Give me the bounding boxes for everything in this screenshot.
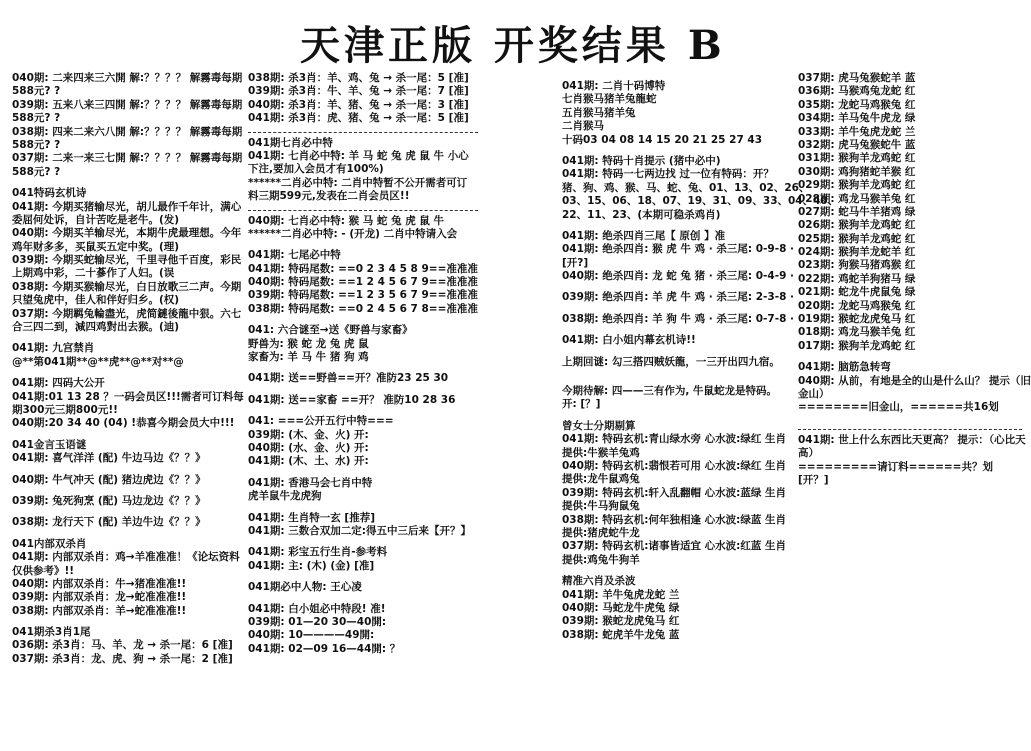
text-line: 下注,要加入会员才有100%) <box>248 163 384 176</box>
text-line: 041期杀3肖1尾 <box>12 626 91 639</box>
text-line: 038期: 绝杀四肖: 羊 狗 牛 鸡 · 杀三尾: 0-7-8 · <box>562 312 795 325</box>
text-line: 040期: 10————49開: <box>248 629 375 642</box>
spacer <box>562 147 786 155</box>
spacer <box>562 412 786 420</box>
spacer <box>562 377 786 385</box>
text-line: 041期: 彩宝五行生肖-参考料 <box>248 546 388 559</box>
text-line: 018期: 鸡龙马猴羊兔 红 <box>798 326 916 339</box>
text-line: 040期: 二来四来三六開 解:？？？？ 解霧毒每期 <box>12 72 243 84</box>
text-line: 提供:牛马狗鼠兔 <box>562 500 640 513</box>
spacer <box>562 567 786 575</box>
text-line: 041期: 九宫禁肖 <box>12 342 95 355</box>
text-line: 041期: 七肖必中特: 羊 马 蛇 兔 虎 鼠 牛 小心 <box>248 149 469 162</box>
text-line: 041期: 羊牛兔虎龙蛇 兰 <box>562 588 680 601</box>
text-line: 上期鸡中彩，二十蔘作了人妇。(误 <box>12 267 175 280</box>
text-line: 037期: 虎马兔猴蛇羊 蓝 <box>798 72 916 84</box>
text-line: 041期必中人物: 王心凌 <box>248 581 362 594</box>
text-line: 041: ===公开五行中特=== <box>248 415 394 428</box>
text-line: 040期: 特码玄机:翡恨若可用 心水波:绿红 生肖 <box>562 459 786 472</box>
text-line: 040期: 马蛇龙牛虎兔 绿 <box>562 601 680 614</box>
text-line: 040期: 绝杀四肖: 龙 蛇 兔 猪 · 杀三尾: 0-4-9 · <box>562 270 795 283</box>
text-line: ========旧金山，======共16划 <box>798 401 999 414</box>
text-line: 041期: 特码尾数: ==0 2 3 4 5 8 9==准准准 <box>248 262 478 275</box>
spacer <box>12 530 244 538</box>
text-line: 039期: 特码玄机:轩入乱翻帽 心水波:蓝绿 生肖 <box>562 486 786 499</box>
text-line: =========请订料======共？划 <box>798 460 993 473</box>
text-line: 037期: 今期羁兔輪盡光，虎简鏈後龍中狠。六七 <box>12 307 242 320</box>
spacer <box>248 595 478 603</box>
text-line: 588元? ? <box>12 112 61 125</box>
text-line: 委屈何处诉，自计苦吃是老牛。(发) <box>12 213 180 226</box>
spacer <box>798 353 1022 361</box>
text-line: 037期: 二来一来三七開 解:？？？？ 解霧毒每期 <box>12 152 243 165</box>
spacer <box>562 222 786 230</box>
text-line: 028期: 鸡龙马猴羊兔 红 <box>798 192 916 205</box>
text-line: 虎羊鼠牛龙虎狗 <box>248 490 322 503</box>
text-line: [开？] <box>798 473 829 486</box>
text-line: 039期: 猴蛇龙虎兔马 红 <box>562 615 680 628</box>
text-line: 040期: (水、金、火) 开: <box>248 441 369 454</box>
divider <box>248 204 478 211</box>
text-line: 025期: 猴狗羊龙鸡蛇 红 <box>798 232 916 245</box>
text-line: 030期: 鸡狗猪蛇羊猴 红 <box>798 165 916 178</box>
text-line: 041期: 香港马会七肖中特 <box>248 476 373 489</box>
text-line: 038期: 四来二来六八開 解:？？？？ 解霧毒每期 <box>12 125 243 138</box>
text-line: 041期: 送==野兽==开？准防23 25 30 <box>248 372 449 385</box>
text-line: 041期: 今期买猪输尽光，胡儿最作千年计，满心 <box>12 200 242 213</box>
text-line: 033期: 羊牛兔虎龙蛇 兰 <box>798 125 916 138</box>
text-line: 曾女士分期剔算 <box>562 419 636 432</box>
text-line: 金山） <box>798 387 830 400</box>
text-line: 038期: 杀3肖：羊、鸡、兔 → 杀一尾：5 [准] <box>248 72 469 84</box>
text-line: 041期: 送==家畜 ==开？ 准防10 28 36 <box>248 393 456 406</box>
text-line: 041期: 三数合双加二定:得五中三后来【开？】 <box>248 524 471 537</box>
text-line: 038期: 特码玄机:何年独相逢 心水波:绿蓝 生肖 <box>562 513 786 526</box>
text-line: 040期: 七肖必中特: 猴 马 蛇 兔 虎 鼠 牛 <box>248 214 445 227</box>
text-line: 041期: 脑筋急转弯 <box>798 361 891 374</box>
text-line: 027期: 蛇马牛羊猪鸡 绿 <box>798 205 916 218</box>
text-line: 022期: 鸡蛇羊狗猪马 绿 <box>798 272 916 285</box>
text-line: [开?] <box>562 256 589 269</box>
text-line: 588元? ? <box>12 138 61 151</box>
text-line: 家畜为: 羊 马 牛 猪 狗 鸡 <box>248 351 369 364</box>
text-line: 041金言玉语谜 <box>12 438 87 451</box>
text-line: 588元? ? <box>12 85 61 98</box>
text-line: 026期: 猴狗羊龙鸡蛇 红 <box>798 219 916 232</box>
text-line: 021期: 蛇龙牛虎鼠兔 绿 <box>798 286 916 299</box>
text-line: 合三四二到，減四鸡對出去猴。(迪) <box>12 321 180 334</box>
text-line: 七肖猴马猪羊兔龍蛇 <box>562 93 657 106</box>
text-line: 041期: 生肖特一玄 [推荐] <box>248 511 376 524</box>
text-line: 猪、狗、鸡、猴、马、蛇、兔、01、13、02、26、 <box>562 181 810 194</box>
text-line: 041期: 喜气洋洋 (配) 牛边马边《？？》 <box>12 452 206 465</box>
text-line: 040期: 牛气冲天 (配) 猪边虎边《？？》 <box>12 473 206 486</box>
text-line: 22、11、23、(本期可稳杀鸡肖) <box>562 208 721 221</box>
text-line: 035期: 龙蛇马鸡猴兔 红 <box>798 98 916 111</box>
text-line: 588元? ? <box>12 165 61 178</box>
text-line: 038期: 特码尾数: ==0 2 4 5 6 7 8==准准准 <box>248 302 478 315</box>
text-line: 041期: 特码一七两边找 过一位有特码：开？ <box>562 168 774 181</box>
text-line: 020期: 龙蛇马鸡猴兔 红 <box>798 299 916 312</box>
column-4 <box>798 72 1031 487</box>
text-line: 039期: 今期买蛇输尽光，千里寻他千百度，彩民 <box>12 254 242 267</box>
text-line: 03、15、06、18、07、19、31、09、33、04、40、 <box>562 195 839 208</box>
text-line: ******二肖必中特: 二肖中特暂不公开需者可订 <box>248 176 468 189</box>
text-line: 041期: 特码玄机:青山绿水旁 心水波:绿红 生肖 <box>562 433 786 446</box>
text-line: 029期: 猴狗羊龙鸡蛇 红 <box>798 179 916 192</box>
text-line: 今期待解: 四——三有作为, 牛鼠蛇龙是特码。 <box>562 385 777 398</box>
text-line: 041期: 七尾必中特 <box>248 249 341 262</box>
text-line: 039期: 内部双杀肖：龙→蛇准准准!! <box>12 591 187 604</box>
spacer <box>248 469 478 477</box>
text-line: 期300元三期800元!! <box>12 403 118 416</box>
divider <box>798 423 1022 430</box>
spacer <box>12 179 244 187</box>
text-line: ******二肖必中特: - (开龙) 二肖中特请入会 <box>248 227 458 240</box>
text-line: 041期: 内部双杀肖：鸡→羊准准准！《论坛资料 <box>12 551 240 564</box>
text-line: 038期: 今期买猴输尽光，白日放歌三二声。今期 <box>12 280 242 293</box>
text-line: 041期: 四码大公开 <box>12 377 105 390</box>
spacer <box>248 386 478 394</box>
text-line: 041期: 02—09 16—44開: ？ <box>248 642 401 655</box>
spacer <box>562 369 786 377</box>
column-1 <box>12 72 244 666</box>
text-line: 提供:猪虎蛇牛龙 <box>562 526 640 539</box>
text-line: 041期: 白小姐必中特段! 准! <box>248 602 386 615</box>
spacer <box>12 431 244 439</box>
text-line: 041期七肖必中特 <box>248 136 333 149</box>
text-line: 041特码玄机诗 <box>12 187 87 200</box>
spacer <box>248 573 478 581</box>
text-line: 031期: 猴狗羊龙鸡蛇 红 <box>798 152 916 165</box>
text-line: 高） <box>798 447 819 460</box>
text-line: 精准六肖及杀波 <box>562 575 636 588</box>
spacer <box>248 504 478 512</box>
text-line: 二肖猴马 <box>562 120 604 133</box>
spacer <box>562 348 786 356</box>
spacer <box>12 369 244 377</box>
text-line: 041期: 世上什么东西比天更高？ 提示：（心比天 <box>798 433 1026 446</box>
text-line: 040期: 特码尾数: ==1 2 4 5 6 7 9==准准准 <box>248 276 478 289</box>
text-line: 036期: 马猴鸡兔龙蛇 红 <box>798 85 916 98</box>
text-line: 039期: 绝杀四肖: 羊 虎 牛 鸡 · 杀三尾: 2-3-8 · <box>562 291 795 304</box>
text-line: 十码03 04 08 14 15 20 21 25 27 43 <box>562 133 763 146</box>
text-line: 039期: (木、金、火) 开: <box>248 428 369 441</box>
text-line: 只望兔虎中，佳人和伴好归乡。(权) <box>12 294 180 307</box>
text-line: 提供:鸡兔牛狗羊 <box>562 553 640 566</box>
text-line: 041期: 绝杀四肖: 猴 虎 牛 鸡 · 杀三尾: 0-9-8 · <box>562 243 795 256</box>
column-2 <box>248 72 478 656</box>
text-line: 039期: 杀3肖：牛、羊、兔 → 杀一尾：7 [准] <box>248 85 469 98</box>
text-line: 037期: 杀3肖：龙、虎、狗 → 杀一尾：2 [准] <box>12 652 233 665</box>
text-line: 039期: 兔死狗烹 (配) 马边龙边《？？》 <box>12 494 206 507</box>
spacer <box>248 407 478 415</box>
text-line: 041期: 杀3肖：虎、猪、兔 → 杀一尾：5 [准] <box>248 112 469 125</box>
text-line: 032期: 虎马兔猴蛇牛 蓝 <box>798 138 916 151</box>
text-line: 提供:龙牛鼠鸡兔 <box>562 473 640 486</box>
text-line: 040期: 杀3肖：羊、猪、兔 → 杀一尾：3 [准] <box>248 98 469 111</box>
text-line: 038期: 龙行天下 (配) 羊边牛边《？？》 <box>12 516 206 529</box>
text-line: 料三期599元,发表在二肖会员区!! <box>248 190 410 203</box>
text-line: 仅供参考》!! <box>12 564 75 577</box>
text-line: 036期: 杀3肖：马、羊、龙 → 杀一尾：6 [准] <box>12 639 233 652</box>
spacer <box>12 466 244 474</box>
text-line: @**第041期**@**虎**@**对**@ <box>12 355 184 368</box>
text-line: 041期: 白小姐内幕玄机诗!! <box>562 334 696 347</box>
spacer <box>562 305 786 313</box>
text-line: 开: [？] <box>562 398 601 411</box>
text-line: 041期:01 13 28 ？一码会员区!!!需者可订料每 <box>12 390 244 403</box>
text-line: 040期: 从前，有地是全的山是什么山？ 提示（旧 <box>798 374 1031 387</box>
text-line: 提供:牛猴羊兔鸡 <box>562 446 640 459</box>
text-line: 024期: 猴狗羊龙蛇羊 红 <box>798 246 916 259</box>
text-line: 038期: 内部双杀肖：羊→蛇准准准!! <box>12 604 187 617</box>
text-line: 019期: 猴蛇龙虎兔马 红 <box>798 313 916 326</box>
text-line: 鸡年财多多，买鼠买五定中奖。(理) <box>12 240 180 253</box>
text-line: 041期: 二肖十码博特 <box>562 80 666 92</box>
text-line: 040期: 今期买羊输尽光，本期牛虎最理想。今年 <box>12 227 242 240</box>
text-line: 039期: 特码尾数: ==1 2 3 5 6 7 9==准准准 <box>248 289 478 302</box>
text-line: 040期:20 34 40 (04) !恭喜今期会员大中!!! <box>12 417 235 430</box>
page-title: 天津正版 开奖结果 B <box>300 22 726 69</box>
text-line: 041期: (木、土、水) 开: <box>248 455 369 468</box>
spacer <box>562 72 786 80</box>
text-line: 041期: 绝杀四肖三尾【 原创 】准 <box>562 229 726 242</box>
text-line: 039期: 五来八来三四開 解:？？？？ 解霧毒每期 <box>12 98 243 111</box>
text-line: 038期: 蛇虎羊牛龙兔 蓝 <box>562 628 680 641</box>
text-line: 041: 六合谜至→送《野兽与家畜》 <box>248 324 413 337</box>
text-line: 野兽为: 猴 蛇 龙 兔 虎 鼠 <box>248 337 369 350</box>
text-line: 023期: 狗猴马猪鸡猴 红 <box>798 259 916 272</box>
text-line: 五肖猴马猪羊兔 <box>562 106 636 119</box>
spacer <box>12 618 244 626</box>
text-line: 041内部双杀肖 <box>12 537 87 550</box>
spacer <box>798 415 1022 423</box>
text-line: 040期: 内部双杀肖：牛→猪准准准!! <box>12 577 187 590</box>
text-line: 039期: 01—20 30—40開: <box>248 615 387 628</box>
text-line: 034期: 羊马兔牛虎龙 绿 <box>798 112 916 125</box>
text-line: 017期: 猴狗羊龙鸡蛇 红 <box>798 339 916 352</box>
text-line: 上期回谜: 勾三搭四贼妖龍，一三开出四九宿。 <box>562 355 780 368</box>
spacer <box>12 487 244 495</box>
text-line: 041期: 特码十肖提示 (猪中必中) <box>562 154 721 167</box>
divider <box>248 126 478 133</box>
text-line: 041期: 主: (木) (金) [准] <box>248 559 375 572</box>
text-line: 037期: 特码玄机:诸事皆适宜 心水波:红蓝 生肖 <box>562 540 786 553</box>
